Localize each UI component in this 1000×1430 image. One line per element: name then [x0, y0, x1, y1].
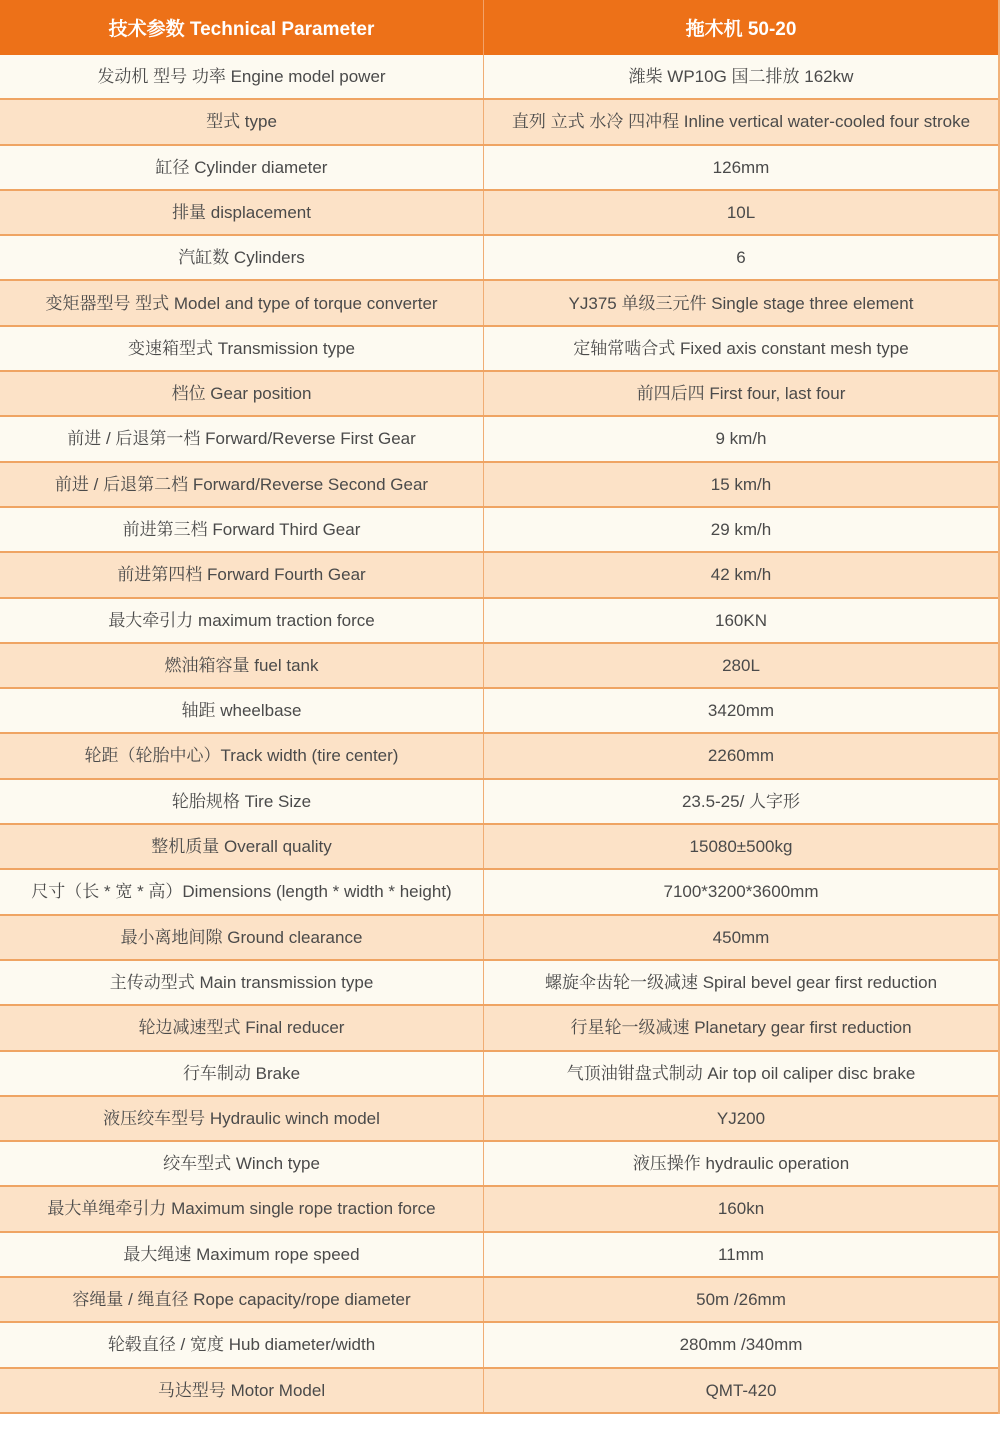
- parameter-value-cell: 前四后四 First four, last four: [636, 384, 846, 404]
- parameter-value-cell: 29 km/h: [710, 519, 772, 539]
- table-row: [0, 279, 998, 324]
- table-row: [0, 1004, 998, 1049]
- table-row: [0, 415, 998, 460]
- parameter-value-cell: QMT-420: [705, 1380, 777, 1400]
- parameter-value-cell: 6: [736, 248, 746, 268]
- parameter-name-cell: 型式 type: [0, 100, 484, 143]
- table-row: [0, 1367, 998, 1412]
- parameter-name-cell: 行车制动 Brake: [0, 1052, 484, 1095]
- table-row: [0, 914, 998, 959]
- table-row: [0, 189, 998, 234]
- parameter-name-cell: 前进 / 后退第二档 Forward/Reverse Second Gear: [0, 463, 484, 506]
- parameter-name-cell: 轮距（轮胎中心）Track width (tire center): [0, 734, 484, 777]
- parameter-value-cell: 126mm: [712, 157, 770, 177]
- parameter-value-cell: 15 km/h: [710, 474, 772, 494]
- table-header-row: [0, 0, 998, 55]
- table-row: [0, 551, 998, 596]
- parameter-name-cell: 前进第三档 Forward Third Gear: [0, 508, 484, 551]
- parameter-name-cell: 最大牵引力 maximum traction force: [0, 599, 484, 642]
- table-row: [0, 868, 998, 913]
- table-row: [0, 687, 998, 732]
- parameter-name-cell: 马达型号 Motor Model: [0, 1369, 484, 1412]
- parameter-name-cell: 燃油箱容量 fuel tank: [0, 644, 484, 687]
- parameter-name-cell: 最大绳速 Maximum rope speed: [0, 1233, 484, 1276]
- table-row: [0, 55, 998, 98]
- parameter-name-cell: 液压绞车型号 Hydraulic winch model: [0, 1097, 484, 1140]
- parameter-value-cell: 螺旋伞齿轮一级减速 Spiral bevel gear first reduction: [544, 972, 938, 992]
- parameter-name-cell: 前进 / 后退第一档 Forward/Reverse First Gear: [0, 417, 484, 460]
- parameter-name-cell: 绞车型式 Winch type: [0, 1142, 484, 1185]
- parameter-value-cell: 2260mm: [707, 746, 775, 766]
- parameter-name-cell: 尺寸（长 * 宽 * 高）Dimensions (length * width * height): [0, 870, 484, 913]
- table-row: [0, 1321, 998, 1366]
- parameter-value-cell: 160KN: [715, 610, 767, 630]
- table-row: [0, 506, 998, 551]
- parameter-value-cell: 23.5-25/ 人字形: [681, 791, 801, 811]
- parameter-value-cell: 7100*3200*3600mm: [663, 882, 819, 902]
- parameter-value-cell: 15080±500kg: [689, 837, 793, 857]
- table-row: [0, 642, 998, 687]
- parameter-value-cell: 9 km/h: [715, 429, 767, 449]
- parameter-name-cell: 整机质量 Overall quality: [0, 825, 484, 868]
- table-row: [0, 98, 998, 143]
- table-row: [0, 1140, 998, 1185]
- parameter-name-cell: 档位 Gear position: [0, 372, 484, 415]
- parameter-name-cell: 主传动型式 Main transmission type: [0, 961, 484, 1004]
- table-row: [0, 1095, 998, 1140]
- parameter-value-cell: 450mm: [712, 927, 770, 947]
- header-parameter-title: 技术参数 Technical Parameter: [0, 0, 484, 55]
- parameter-value-cell: YJ375 单级三元件 Single stage three element: [568, 293, 914, 313]
- parameter-name-cell: 发动机 型号 功率 Engine model power: [0, 55, 484, 98]
- parameter-name-cell: 容绳量 / 绳直径 Rope capacity/rope diameter: [0, 1278, 484, 1321]
- parameter-value-cell: 潍柴 WP10G 国二排放 162kw: [628, 67, 854, 87]
- table-row: [0, 778, 998, 823]
- table-row: [0, 1185, 998, 1230]
- table-row: [0, 823, 998, 868]
- parameter-name-cell: 缸径 Cylinder diameter: [0, 146, 484, 189]
- parameter-name-cell: 轮边减速型式 Final reducer: [0, 1006, 484, 1049]
- parameter-name-cell: 变矩器型号 型式 Model and type of torque converter: [0, 281, 484, 324]
- parameter-value-cell: 160kn: [717, 1199, 765, 1219]
- parameter-value-cell: 11mm: [718, 1244, 764, 1264]
- table-row: [0, 597, 998, 642]
- parameter-name-cell: 汽缸数 Cylinders: [0, 236, 484, 279]
- table-row: [0, 325, 998, 370]
- parameter-value-cell: 定轴常啮合式 Fixed axis constant mesh type: [573, 338, 909, 358]
- table-row: [0, 1276, 998, 1321]
- parameter-name-cell: 轴距 wheelbase: [0, 689, 484, 732]
- parameter-name-cell: 变速箱型式 Transmission type: [0, 327, 484, 370]
- parameter-name-cell: 最小离地间隙 Ground clearance: [0, 916, 484, 959]
- table-row: [0, 959, 998, 1004]
- parameter-value-cell: YJ200: [716, 1108, 766, 1128]
- parameter-value-cell: 气顶油钳盘式制动 Air top oil caliper disc brake: [566, 1063, 916, 1083]
- table-body: [0, 55, 998, 1414]
- table-row: [0, 370, 998, 415]
- table-row: [0, 461, 998, 506]
- parameter-value-cell: 280L: [722, 655, 760, 675]
- table-row: [0, 144, 998, 189]
- parameter-name-cell: 最大单绳牵引力 Maximum single rope traction force: [0, 1187, 484, 1230]
- parameter-name-cell: 轮胎规格 Tire Size: [0, 780, 484, 823]
- parameter-value-cell: 280mm /340mm: [679, 1335, 803, 1355]
- header-model-title: 拖木机 50-20: [685, 19, 797, 40]
- parameter-value-cell: 液压操作 hydraulic operation: [632, 1154, 850, 1174]
- parameter-name-cell: 排量 displacement: [0, 191, 484, 234]
- parameter-value-cell: 3420mm: [707, 701, 775, 721]
- parameter-name-cell: 轮毂直径 / 宽度 Hub diameter/width: [0, 1323, 484, 1366]
- parameter-name-cell: 前进第四档 Forward Fourth Gear: [0, 553, 484, 596]
- parameter-value-cell: 42 km/h: [710, 565, 772, 585]
- table-row: [0, 1050, 998, 1095]
- table-row: [0, 234, 998, 279]
- table-row: [0, 1231, 998, 1276]
- table-row: [0, 732, 998, 777]
- parameter-value-cell: 50m /26mm: [696, 1290, 786, 1310]
- bottom-margin: [0, 1414, 1000, 1430]
- parameter-value-cell: 10L: [726, 202, 756, 222]
- parameter-value-cell: 直列 立式 水冷 四冲程 Inline vertical water-cooled four stroke: [511, 112, 971, 132]
- parameter-value-cell: 行星轮一级减速 Planetary gear first reduction: [570, 1018, 912, 1038]
